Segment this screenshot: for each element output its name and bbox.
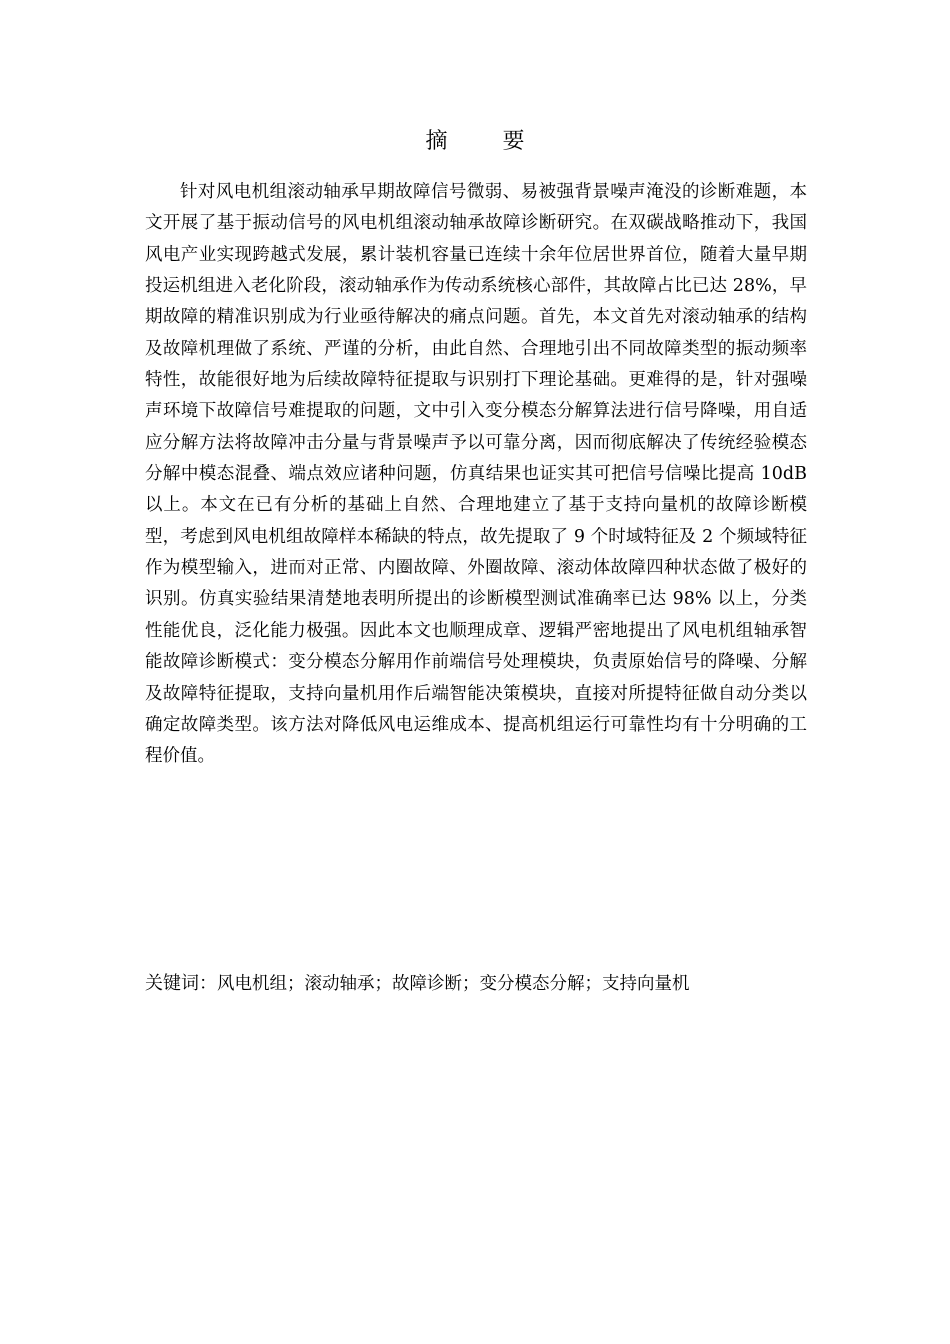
keywords-list: 风电机组；滚动轴承；故障诊断；变分模态分解；支持向量机 xyxy=(217,974,690,994)
page-title: 摘 要 xyxy=(425,129,549,154)
keywords-line xyxy=(145,968,807,1000)
abstract-section xyxy=(145,177,807,773)
keywords-label: 关键词： xyxy=(145,973,217,994)
abstract-paragraph: 针对风电机组滚动轴承早期故障信号微弱、易被强背景噪声淹没的诊断难题，本文开展了基于振动信号的风电机组滚动轴承故障诊断研究。在双碳战略推动下，我国风电产业实现跨越式发展，累计装机容量已连续十余年位居世界首位，随着大量早期投运机组进入老化阶段，滚动轴承作为传动系统核心部件，其故障占比已达 28%，早期故障的精准识别成为行业亟待解决的痛点问题。首先，本文首先对滚动轴承的结构及故障机理做了系统、严谨的分析，由此自然、合理地引出不同故障类型的振动频率特性，故能很好地为后续故障特征提取与识别打下理论基础。更难得的是，针对强噪声环境下故障信号难提取的问题，文中引入变分模态分解算法进行信号降噪，用自适应分解方法将故障冲击分量与背景噪声予以可靠分离，因而彻底解决了传统经验模态分解中模态混叠、端点效应诸种问题，仿真结果也证实其可把信号信噪比提高 10dB 以上。本文在已有分析的基础上自然、合理地建立了基于支持向量机的故障诊断模型，考虑到风电机组故障样本稀缺的特点，故先提取了 9 个时域特征及 2 个频域特征作为模型输入，进而对正常、内圈故障、外圈故障、滚动体故障四种状态做了极好的识别。仿真实验结果清楚地表明所提出的诊断模型测试准确率已达 98% 以上，分类性能优良，泛化能力极强。因此本文也顺理成章、逻辑严密地提出了风电机组轴承智能故障诊断模式：变分模态分解用作前端信号处理模块，负责原始信号的降噪、分解及故障特征提取，支持向量机用作后端智能决策模块，直接对所提特征做自动分类以确定故障类型。该方法对降低风电运维成本、提高机组运行可靠性均有十分明确的工程价值。 xyxy=(145,182,807,767)
